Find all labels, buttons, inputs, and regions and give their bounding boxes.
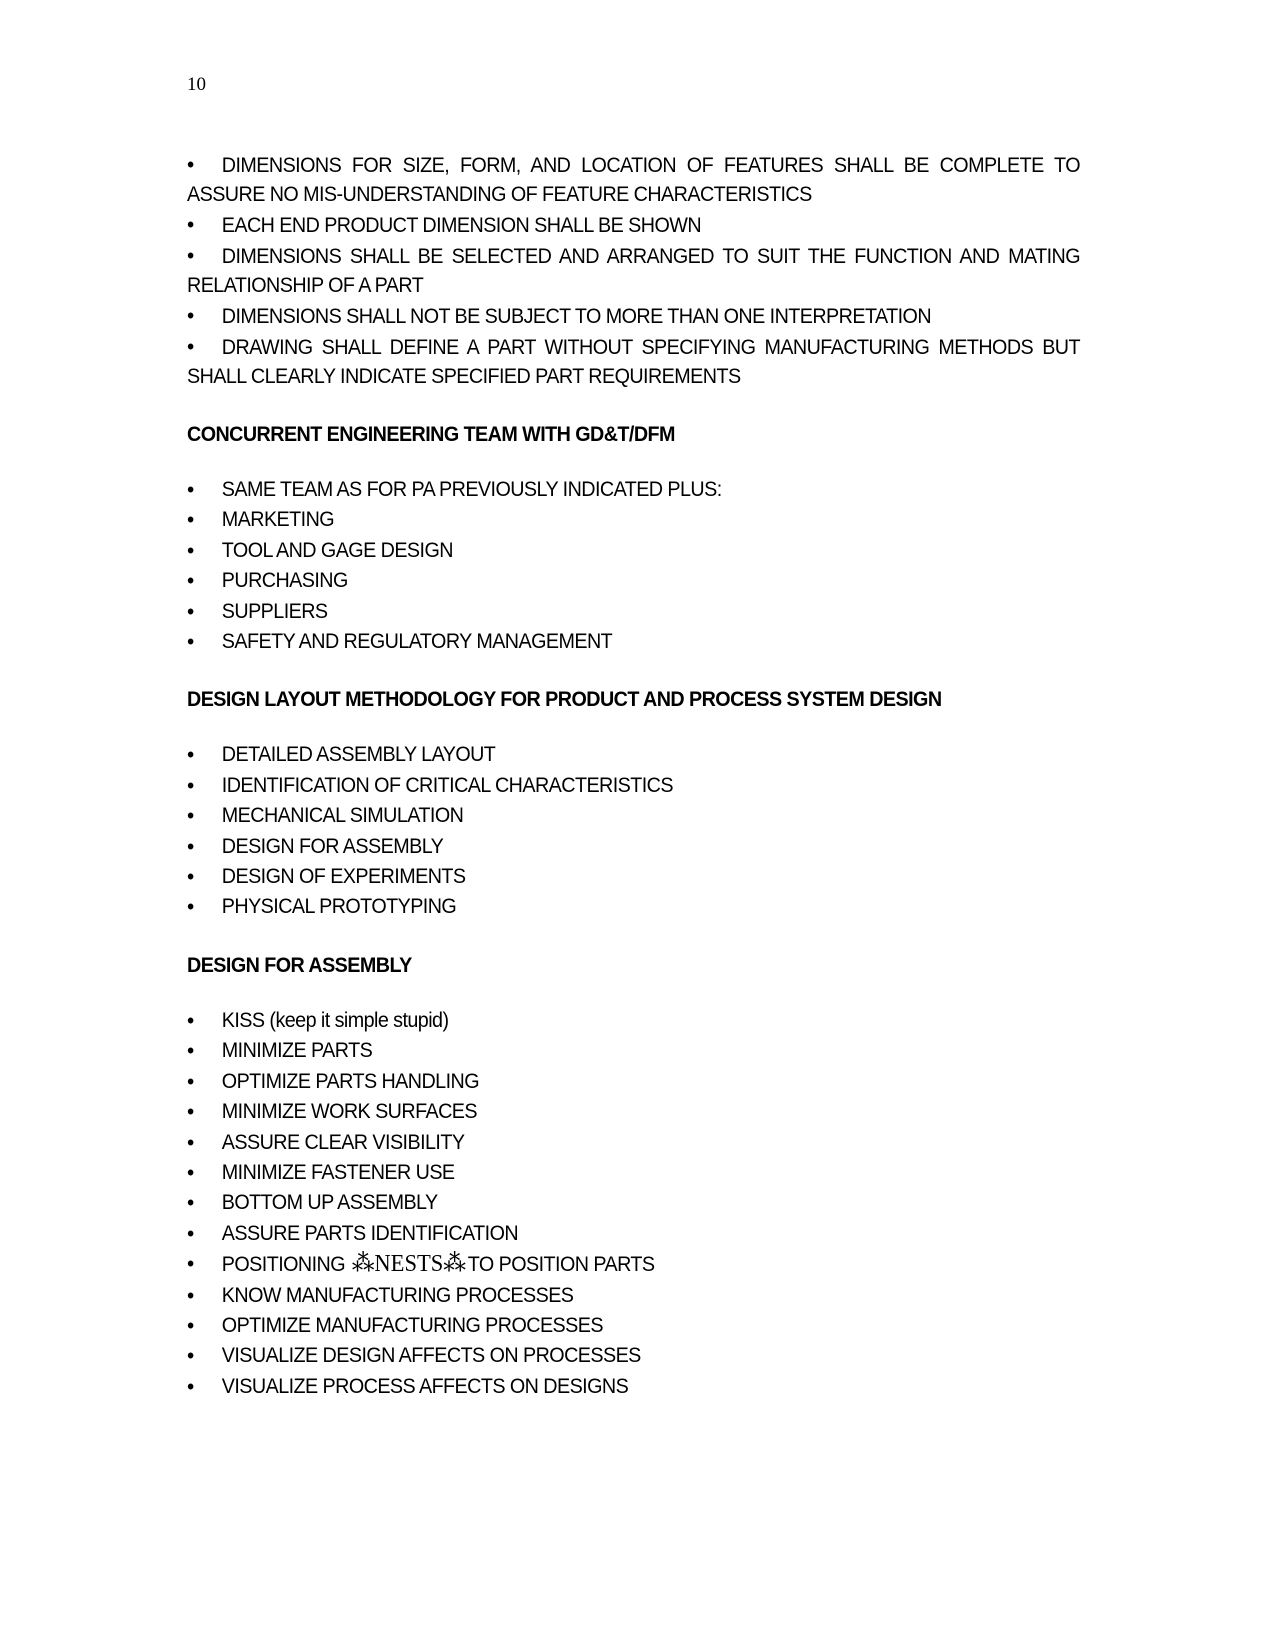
list-item: • SUPPLIERS [187, 597, 1080, 627]
list-item: • PURCHASING [187, 566, 1080, 596]
garbled-glyphs: ⁂NESTS⁂ [351, 1251, 466, 1278]
list-item: • KISS (keep it simple stupid) [187, 1006, 1080, 1036]
list-item: • DESIGN FOR ASSEMBLY [187, 832, 1080, 862]
intro-bullet-paragraph [187, 332, 1080, 391]
list-item: • PHYSICAL PROTOTYPING [187, 892, 1080, 922]
paragraph-text: DIMENSIONS SHALL NOT BE SUBJECT TO MORE THAN ONE INTERPRETATION [221, 305, 932, 328]
page-content [187, 150, 1080, 1402]
list-item: • SAME TEAM AS FOR PA PREVIOUSLY INDICATED PLUS: [187, 475, 1080, 505]
list-item: • OPTIMIZE PARTS HANDLING [187, 1067, 1080, 1097]
list-item: • MARKETING [187, 505, 1080, 535]
section-bullet-list [187, 1006, 1080, 1402]
list-item: • DESIGN OF EXPERIMENTS [187, 862, 1080, 892]
list-item: • TOOL AND GAGE DESIGN [187, 536, 1080, 566]
list-item: • OPTIMIZE MANUFACTURING PROCESSES [187, 1311, 1080, 1341]
paragraph-text: EACH END PRODUCT DIMENSION SHALL BE SHOWN [221, 214, 702, 237]
intro-bullet-paragraph [187, 301, 1080, 331]
section-heading: CONCURRENT ENGINEERING TEAM WITH GD&T/DFM [187, 423, 675, 446]
list-item: • KNOW MANUFACTURING PROCESSES [187, 1281, 1080, 1311]
paragraph-text: DRAWING SHALL DEFINE A PART WITHOUT SPECIFYING MANUFACTURING METHODS BUT SHALL CLEARLY INDICATE SPECIFIED PART REQUIREMENTS [187, 336, 1080, 388]
bullet-icon [187, 301, 222, 331]
sections [187, 392, 1080, 1402]
section-heading: DESIGN LAYOUT METHODOLOGY FOR PRODUCT AND PROCESS SYSTEM DESIGN [187, 688, 942, 712]
list-item: • DETAILED ASSEMBLY LAYOUT [187, 740, 1080, 770]
bullet-icon [187, 241, 222, 271]
bullet-icon [187, 332, 222, 362]
paragraph-text: DIMENSIONS FOR SIZE, FORM, AND LOCATION OF FEATURES SHALL BE COMPLETE TO ASSURE NO MIS-UNDERSTANDING OF FEATURE CHARACTERISTICS [187, 154, 1080, 206]
list-item: • MINIMIZE WORK SURFACES [187, 1097, 1080, 1127]
list-item: • MECHANICAL SIMULATION [187, 801, 1080, 831]
page-number: 10 [187, 74, 206, 95]
list-item: • VISUALIZE PROCESS AFFECTS ON DESIGNS [187, 1372, 1080, 1402]
section-heading: DESIGN FOR ASSEMBLY [187, 953, 412, 977]
intro-bullet-paragraph [187, 210, 1080, 240]
list-item [187, 1249, 1080, 1280]
list-item: • MINIMIZE FASTENER USE [187, 1158, 1080, 1188]
list-item: • VISUALIZE DESIGN AFFECTS ON PROCESSES [187, 1341, 1080, 1371]
list-item: • ASSURE PARTS IDENTIFICATION [187, 1219, 1080, 1249]
intro-bullet-paragraph [187, 241, 1080, 300]
paragraph-text: DIMENSIONS SHALL BE SELECTED AND ARRANGED TO SUIT THE FUNCTION AND MATING RELATIONSHIP OF A PART [187, 245, 1080, 297]
intro-list [187, 150, 1080, 391]
list-item: • IDENTIFICATION OF CRITICAL CHARACTERISTICS [187, 771, 1080, 801]
section-bullet-list [187, 740, 1080, 922]
list-item: • ASSURE CLEAR VISIBILITY [187, 1128, 1080, 1158]
list-item: • MINIMIZE PARTS [187, 1036, 1080, 1066]
list-item-text: POSITIONING [221, 1253, 346, 1277]
bullet-icon [187, 150, 222, 180]
list-item-text: TO POSITION PARTS [467, 1253, 655, 1277]
intro-bullet-paragraph [187, 150, 1080, 209]
list-item: • BOTTOM UP ASSEMBLY [187, 1188, 1080, 1218]
bullet-icon [187, 210, 222, 240]
list-item: • SAFETY AND REGULATORY MANAGEMENT [187, 627, 1080, 657]
section-bullet-list [187, 475, 1080, 657]
